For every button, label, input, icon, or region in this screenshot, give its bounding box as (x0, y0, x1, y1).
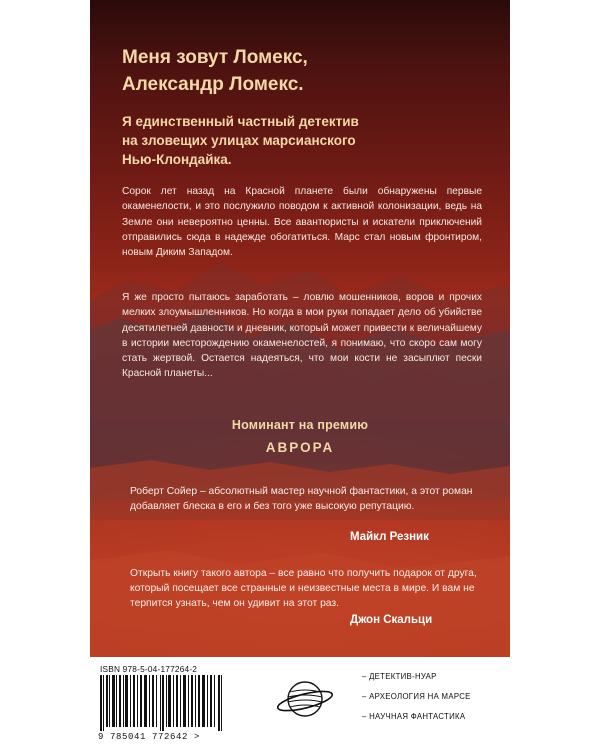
award-name: АВРОРА (265, 440, 335, 455)
barcode-digits: 9 785041 772642 > (98, 732, 201, 742)
lead-line-2: на зловещих улицах марсианского (122, 133, 356, 148)
synopsis-paragraph-1: Сорок лет назад на Красной планете были обнаружены первые окаменелости, и это послужило поводом к активной колонизации, ведь на Земле они невероятно ценны. Все авантюристы и искатели приключений отправились сюда в надежде обогатиться. Марс стал новым фронтиром, новым Диким Западом. (122, 186, 482, 259)
review-quote-1: Роберт Сойер – абсолютный мастер научной фантастики, а этот роман добавляет блеска в его и без того уже высокую репутацию. (130, 486, 473, 513)
genre-item: – АРХЕОЛОГИЯ НА МАРСЕ (362, 692, 471, 701)
award-nominee-label: Номинант на премию (231, 418, 369, 432)
lead-text (122, 112, 502, 169)
ringed-planet-icon (276, 670, 334, 728)
lead-line-3: Нью-Клондайка. (122, 152, 232, 167)
genre-item: – ДЕТЕКТИВ-НУАР (362, 672, 437, 681)
isbn-label: ISBN 978-5-04-177264-2 (100, 664, 198, 674)
review-author-2: Джон Скальци (350, 614, 433, 626)
headline-line-2: Александр Ломекс. (122, 74, 304, 95)
review-author-1: Майкл Резник (350, 531, 429, 543)
genre-item: – НАУЧНАЯ ФАНТАСТИКА (362, 712, 466, 721)
headline-line-1: Меня зовут Ломекс, (122, 47, 308, 68)
lead-line-1: Я единственный частный детектив (122, 114, 359, 129)
headline (122, 44, 502, 98)
barcode-panel (90, 657, 510, 750)
review-quote-2: Открыть книгу такого автора – все равно что получить подарок от друга, который посещает все странные и неизвестные места в мире. И вам не терпится узнать, чем он удивит на этот раз. (130, 568, 477, 610)
barcode-icon (100, 675, 228, 731)
book-back-cover (90, 0, 510, 750)
synopsis-paragraph-2: Я же просто пытаюсь заработать – ловлю мошенников, воров и прочих мелких злоумышленников. Но когда в мои руки попадает дело об убийстве десятилетней давности и дневник, который может привести к величайшему в истории месторождению окаменелостей, я понимаю, что скоро сам могу стать жертвой. Остается надеяться, что мои кости не засыплют пески Красной планеты... (122, 292, 482, 380)
genre-list (362, 667, 510, 727)
